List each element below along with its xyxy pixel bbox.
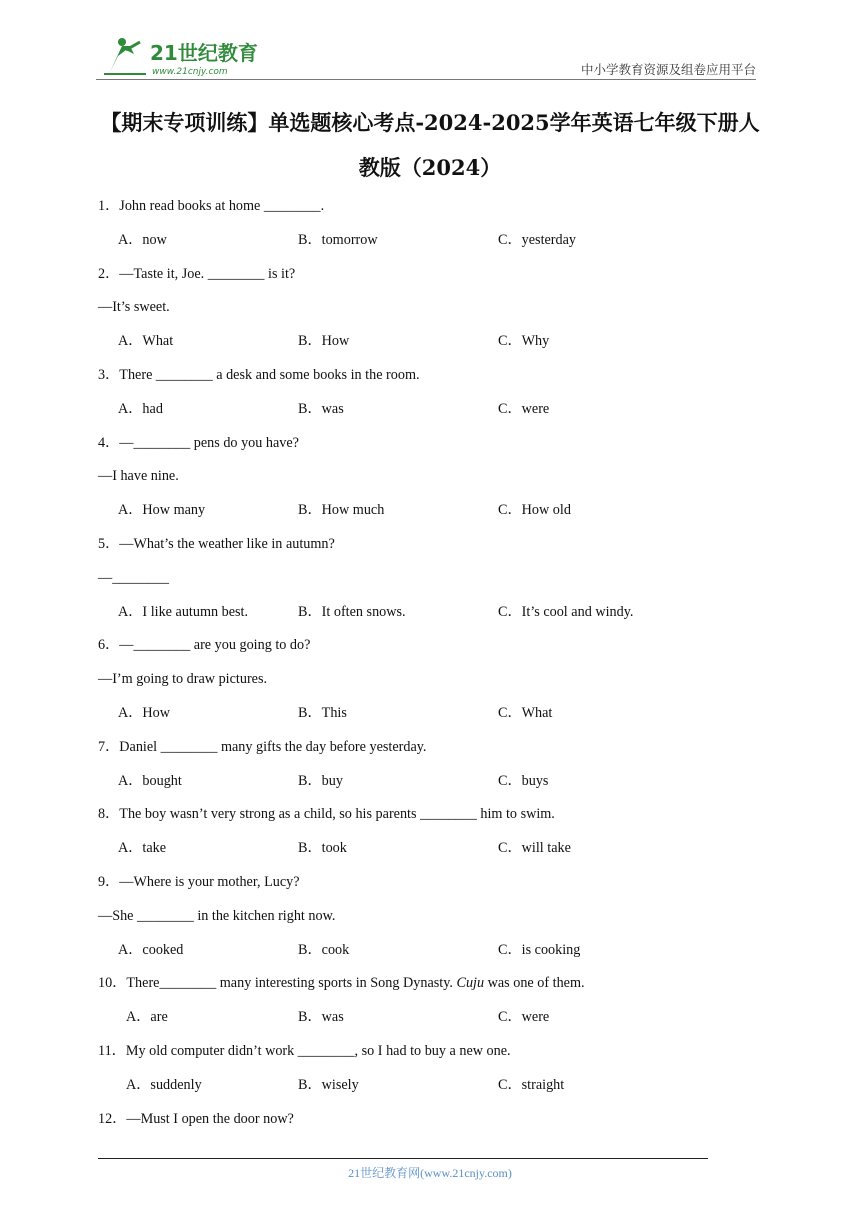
option-b[interactable]: B．This <box>298 704 347 721</box>
question-stem <box>98 260 758 294</box>
option-a[interactable]: A．How <box>118 704 171 721</box>
title-line-2: 教版（2024） <box>358 155 502 180</box>
option-a[interactable]: A．I like autumn best. <box>118 603 249 620</box>
question-number: 1． <box>98 198 120 214</box>
question-number: 9． <box>98 873 120 890</box>
option-b[interactable]: B．tomorrow <box>298 231 378 248</box>
option-b[interactable]: B．was <box>298 1009 344 1026</box>
logo-text: 21世纪教育 <box>150 41 258 65</box>
option-c[interactable]: C．buys <box>498 772 549 789</box>
option-c[interactable]: C．straight <box>498 1076 565 1093</box>
options-row <box>98 598 758 632</box>
page-title <box>70 100 790 190</box>
option-b[interactable]: B．How much <box>298 502 385 519</box>
question-number: 11． <box>98 1042 126 1059</box>
header-divider <box>96 79 756 80</box>
question-text: John read books at home ________. <box>119 198 325 214</box>
question-number: 6． <box>98 637 120 654</box>
options-row <box>98 496 758 530</box>
footer-divider <box>98 1158 708 1159</box>
option-c[interactable]: C．will take <box>498 840 571 857</box>
options-row <box>98 395 758 429</box>
question-stem <box>98 192 758 226</box>
question-stem <box>98 868 758 902</box>
platform-name: 中小学教育资源及组卷应用平台 <box>580 63 756 77</box>
logo-21cnjy <box>96 34 266 78</box>
option-c[interactable]: C．It’s cool and windy. <box>498 603 634 620</box>
option-b[interactable]: B．It often snows. <box>298 603 406 620</box>
question-text: —________ are you going to do? <box>119 637 311 654</box>
question-stem <box>98 1037 758 1071</box>
question-text: —________ pens do you have? <box>119 434 299 451</box>
options-row <box>98 834 758 868</box>
option-c[interactable]: C．were <box>498 400 550 417</box>
question-stem <box>98 631 758 665</box>
option-a[interactable]: A．are <box>126 1009 168 1026</box>
footer-text: 21世纪教育网(www.21cnjy.com) <box>348 1166 512 1180</box>
options-row <box>98 1003 758 1037</box>
question-number: 2． <box>98 265 120 282</box>
logo-subtext: www.21cnjy.com <box>152 67 228 77</box>
question-text: There ________ a desk and some books in the room. <box>119 366 420 383</box>
dialog-line: —She ________ in the kitchen right now. <box>98 907 336 924</box>
option-c[interactable]: C．is cooking <box>498 941 581 958</box>
question-text: —Must I open the door now? <box>126 1110 294 1127</box>
question-number: 3． <box>98 366 120 383</box>
dialog-line: —It’s sweet. <box>98 299 170 316</box>
option-c[interactable]: C．were <box>498 1009 550 1026</box>
question-text: was one of them. <box>484 975 585 992</box>
dialog-line: —________ <box>98 569 169 586</box>
question-number: 8． <box>98 806 120 823</box>
options-row <box>98 699 758 733</box>
option-b[interactable]: B．How <box>298 333 350 350</box>
option-c[interactable]: C．Why <box>498 333 550 350</box>
options-row <box>98 327 758 361</box>
option-a[interactable]: A．had <box>118 400 163 417</box>
question-text: Daniel ________ many gifts the day before yesterday. <box>119 738 427 755</box>
option-a[interactable]: A．now <box>118 231 167 248</box>
question-text: —Taste it, Joe. ________ is it? <box>119 265 296 282</box>
question-text: My old computer didn’t work ________, so I had to buy a new one. <box>125 1042 511 1059</box>
dialog-line: —I’m going to draw pictures. <box>98 671 268 688</box>
option-c[interactable]: C．yesterday <box>498 231 577 248</box>
question-number: 5． <box>98 535 120 552</box>
question-number: 12． <box>98 1110 127 1127</box>
option-c[interactable]: C．What <box>498 704 553 721</box>
option-b[interactable]: B．buy <box>298 772 343 789</box>
question-stem <box>98 969 758 1003</box>
option-c[interactable]: C．How old <box>498 502 571 519</box>
option-a[interactable]: A．cooked <box>118 941 184 958</box>
question-text: There________ many interesting sports in Song Dynasty. <box>126 975 457 992</box>
dialog-line: —I have nine. <box>98 468 179 485</box>
page-header <box>96 34 756 80</box>
option-a[interactable]: A．take <box>118 840 167 857</box>
option-b[interactable]: B．cook <box>298 941 350 958</box>
question-stem <box>98 429 758 463</box>
options-row <box>98 767 758 801</box>
option-a[interactable]: A．How many <box>118 502 206 519</box>
option-b[interactable]: B．wisely <box>298 1076 359 1093</box>
question-stem <box>98 1105 758 1139</box>
question-number: 4． <box>98 434 120 451</box>
question-list <box>98 192 758 1138</box>
question-number: 7． <box>98 738 120 755</box>
options-row <box>98 936 758 970</box>
question-stem <box>98 361 758 395</box>
options-row <box>98 1071 758 1105</box>
option-b[interactable]: B．took <box>298 840 347 857</box>
question-number: 10． <box>98 975 127 992</box>
question-text: The boy wasn’t very strong as a child, so his parents ________ him to swim. <box>119 806 555 823</box>
question-stem <box>98 530 758 564</box>
question-stem <box>98 800 758 834</box>
option-b[interactable]: B．was <box>298 400 344 417</box>
option-a[interactable]: A．suddenly <box>126 1076 202 1093</box>
option-a[interactable]: A．What <box>118 333 174 350</box>
question-text: —Where is your mother, Lucy? <box>119 873 300 890</box>
question-stem <box>98 733 758 767</box>
title-line-1: 【期末专项训练】单选题核心考点-2024-2025学年英语七年级下册人 <box>100 110 760 135</box>
question-text-italic: Cuju <box>456 975 485 992</box>
question-text: —What’s the weather like in autumn? <box>119 535 335 552</box>
option-a[interactable]: A．bought <box>118 772 182 789</box>
options-row <box>98 226 758 260</box>
